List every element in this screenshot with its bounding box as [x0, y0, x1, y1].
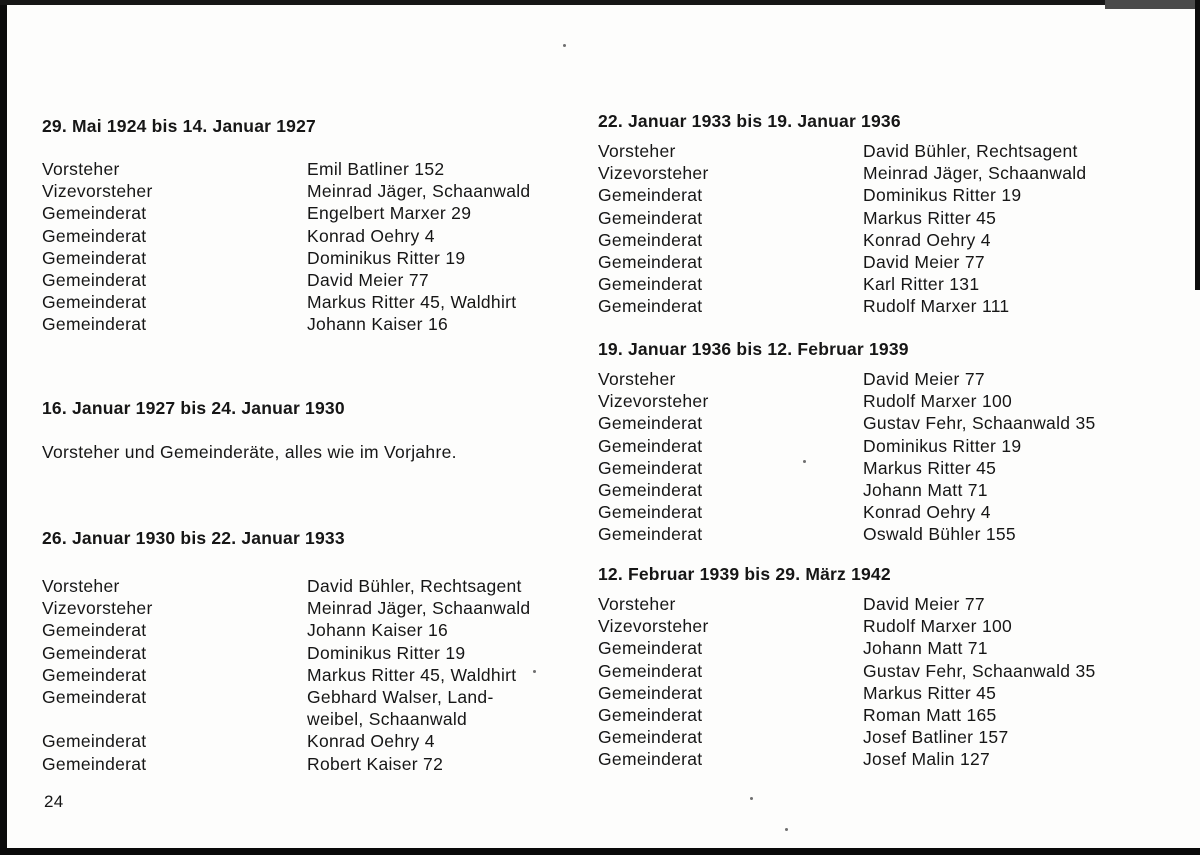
role-label: Gemeinderat: [598, 413, 703, 434]
role-label: Gemeinderat: [598, 727, 703, 748]
role-label: Gemeinderat: [598, 705, 703, 726]
council-row: [42, 202, 598, 224]
council-row: [42, 686, 598, 730]
scan-border-bottom: [0, 848, 1200, 855]
role-label: Gemeinderat: [42, 292, 147, 313]
role-label: Gemeinderat: [42, 753, 147, 774]
person-name: [307, 686, 598, 730]
role-label: Vorsteher: [598, 594, 676, 614]
person-name: Rudolf Marxer 100: [863, 391, 1013, 412]
section-heading: 29. Mai 1924 bis 14. Januar 1927: [42, 116, 316, 136]
role-label: Gemeinderat: [42, 642, 147, 663]
person-name: Konrad Oehry 4: [863, 229, 991, 250]
council-row: [598, 412, 1154, 434]
section-heading: 16. Januar 1927 bis 24. Januar 1930: [42, 398, 345, 418]
person-name: Markus Ritter 45, Waldhirt: [307, 292, 517, 313]
role-label: Gemeinderat: [598, 749, 703, 770]
council-row: [598, 390, 1154, 412]
council-row: [598, 184, 1154, 206]
scan-speck: [750, 797, 753, 800]
role-label: Gemeinderat: [598, 457, 703, 478]
council-row: [42, 642, 598, 664]
person-name: David Meier 77: [307, 270, 429, 291]
role-label: Vizevorsteher: [42, 181, 153, 202]
person-name: Dominikus Ritter 19: [863, 185, 1022, 206]
scan-border-left: [0, 0, 7, 855]
role-label: Gemeinderat: [598, 638, 703, 659]
council-row: [42, 575, 598, 597]
council-row: [598, 295, 1154, 317]
role-label: Gemeinderat: [598, 682, 703, 703]
section-1933-1936: [598, 110, 1154, 318]
council-row: [598, 251, 1154, 273]
council-row: [42, 730, 598, 752]
person-name: Engelbert Marxer 29: [307, 203, 472, 224]
scan-border-top-right: [1105, 0, 1200, 9]
person-name: Konrad Oehry 4: [307, 225, 435, 246]
role-label: Vizevorsteher: [598, 391, 709, 412]
council-row: [42, 313, 598, 335]
council-row: [42, 753, 598, 775]
council-row: [598, 162, 1154, 184]
person-name: Johann Matt 71: [863, 480, 988, 501]
role-label: Vorsteher: [598, 141, 676, 161]
role-label: Vizevorsteher: [598, 163, 709, 184]
council-row: [598, 523, 1154, 545]
role-label: Gemeinderat: [42, 225, 147, 246]
council-row: [42, 597, 598, 619]
council-row: [598, 660, 1154, 682]
role-label: Vorsteher: [598, 369, 676, 389]
person-name: Oswald Bühler 155: [863, 524, 1016, 545]
role-label: Gemeinderat: [42, 203, 147, 224]
council-list: [598, 140, 1154, 318]
council-row: [598, 229, 1154, 251]
scan-border-right: [1195, 0, 1200, 290]
person-name: Emil Batliner 152: [307, 159, 445, 179]
council-row: [42, 180, 598, 202]
role-label: Gemeinderat: [42, 247, 147, 268]
role-label: Gemeinderat: [42, 270, 147, 291]
section-1927-1930: [42, 397, 598, 463]
scan-speck: [563, 44, 566, 47]
role-label: Gemeinderat: [598, 435, 703, 456]
person-name: David Meier 77: [863, 252, 985, 273]
council-list: [598, 368, 1154, 546]
council-row: [42, 664, 598, 686]
person-name: Gustav Fehr, Schaanwald 35: [863, 660, 1096, 681]
council-list: [42, 158, 598, 336]
council-row: [42, 158, 598, 180]
person-name: Rudolf Marxer 111: [863, 296, 1010, 317]
person-name: David Meier 77: [863, 369, 985, 389]
role-label: Gemeinderat: [598, 524, 703, 545]
council-row: [598, 637, 1154, 659]
person-name: Johann Kaiser 16: [307, 620, 449, 641]
section-heading: 19. Januar 1936 bis 12. Februar 1939: [598, 339, 909, 359]
person-name: Dominikus Ritter 19: [307, 642, 466, 663]
council-row: [42, 269, 598, 291]
section-heading: 12. Februar 1939 bis 29. März 1942: [598, 564, 891, 584]
council-row: [598, 593, 1154, 615]
person-name: Konrad Oehry 4: [307, 731, 435, 752]
council-row: [42, 291, 598, 313]
section-1930-1933: [42, 527, 598, 775]
person-name: Rudolf Marxer 100: [863, 616, 1013, 637]
person-name-line2: weibel, Schaanwald: [307, 709, 468, 730]
council-row: [598, 457, 1154, 479]
council-row: [598, 748, 1154, 770]
person-name: Markus Ritter 45, Waldhirt: [307, 664, 517, 685]
council-row: [42, 247, 598, 269]
role-label: Gemeinderat: [598, 660, 703, 681]
council-row: [598, 726, 1154, 748]
council-row: [598, 615, 1154, 637]
person-name: Gustav Fehr, Schaanwald 35: [863, 413, 1096, 434]
person-name: Meinrad Jäger, Schaanwald: [307, 181, 531, 202]
section-1924-1927: [42, 115, 598, 336]
section-1939-1942: [598, 563, 1154, 771]
role-label: Gemeinderat: [598, 229, 703, 250]
role-label: Vizevorsteher: [42, 598, 153, 619]
scan-speck: [533, 670, 536, 673]
note-text: Vorsteher und Gemeinderäte, alles wie im Vorjahre.: [42, 442, 457, 462]
person-name: Meinrad Jäger, Schaanwald: [307, 598, 531, 619]
council-row: [42, 619, 598, 641]
role-label: Gemeinderat: [598, 502, 703, 523]
council-row: [598, 368, 1154, 390]
person-name: Josef Batliner 157: [863, 727, 1009, 748]
council-row: [598, 435, 1154, 457]
role-label: Gemeinderat: [598, 480, 703, 501]
scan-border-top: [0, 0, 1200, 5]
role-label: Gemeinderat: [598, 185, 703, 206]
person-name: Markus Ritter 45: [863, 682, 997, 703]
council-list: [598, 593, 1154, 771]
role-label: Vizevorsteher: [598, 616, 709, 637]
person-name: Dominikus Ritter 19: [307, 247, 466, 268]
role-label: Gemeinderat: [42, 314, 147, 335]
person-name: Karl Ritter 131: [863, 274, 980, 295]
council-list: [42, 575, 598, 775]
role-label: Gemeinderat: [42, 664, 147, 685]
person-name: David Bühler, Rechtsagent: [863, 141, 1078, 161]
role-label: Gemeinderat: [42, 687, 147, 708]
council-row: [598, 501, 1154, 523]
role-label: Gemeinderat: [598, 274, 703, 295]
scan-speck: [785, 828, 788, 831]
role-label: Vorsteher: [42, 159, 120, 179]
person-name: Dominikus Ritter 19: [863, 435, 1022, 456]
person-name: Johann Matt 71: [863, 638, 988, 659]
role-label: Gemeinderat: [598, 207, 703, 228]
section-1936-1939: [598, 338, 1154, 546]
section-heading: 22. Januar 1933 bis 19. Januar 1936: [598, 111, 901, 131]
role-label: Gemeinderat: [598, 252, 703, 273]
person-name: Konrad Oehry 4: [863, 502, 991, 523]
role-label: Gemeinderat: [42, 620, 147, 641]
council-row: [598, 704, 1154, 726]
council-row: [598, 682, 1154, 704]
council-row: [598, 207, 1154, 229]
page-number: 24: [44, 792, 64, 811]
person-name: Johann Kaiser 16: [307, 314, 449, 335]
council-row: [598, 140, 1154, 162]
person-name: David Bühler, Rechtsagent: [307, 576, 522, 596]
role-label: Gemeinderat: [598, 296, 703, 317]
role-label: Vorsteher: [42, 576, 120, 596]
person-name: Roman Matt 165: [863, 705, 997, 726]
person-name: Josef Malin 127: [863, 749, 991, 770]
person-name: Meinrad Jäger, Schaanwald: [863, 163, 1087, 184]
role-label: Gemeinderat: [42, 731, 147, 752]
section-heading: 26. Januar 1930 bis 22. Januar 1933: [42, 528, 345, 548]
person-name: Markus Ritter 45: [863, 207, 997, 228]
council-row: [42, 225, 598, 247]
person-name-line1: Gebhard Walser, Land-: [307, 687, 494, 708]
person-name: Robert Kaiser 72: [307, 753, 444, 774]
council-row: [598, 273, 1154, 295]
scan-speck: [803, 460, 806, 463]
council-row: [598, 479, 1154, 501]
person-name: Markus Ritter 45: [863, 457, 997, 478]
person-name: David Meier 77: [863, 594, 985, 614]
